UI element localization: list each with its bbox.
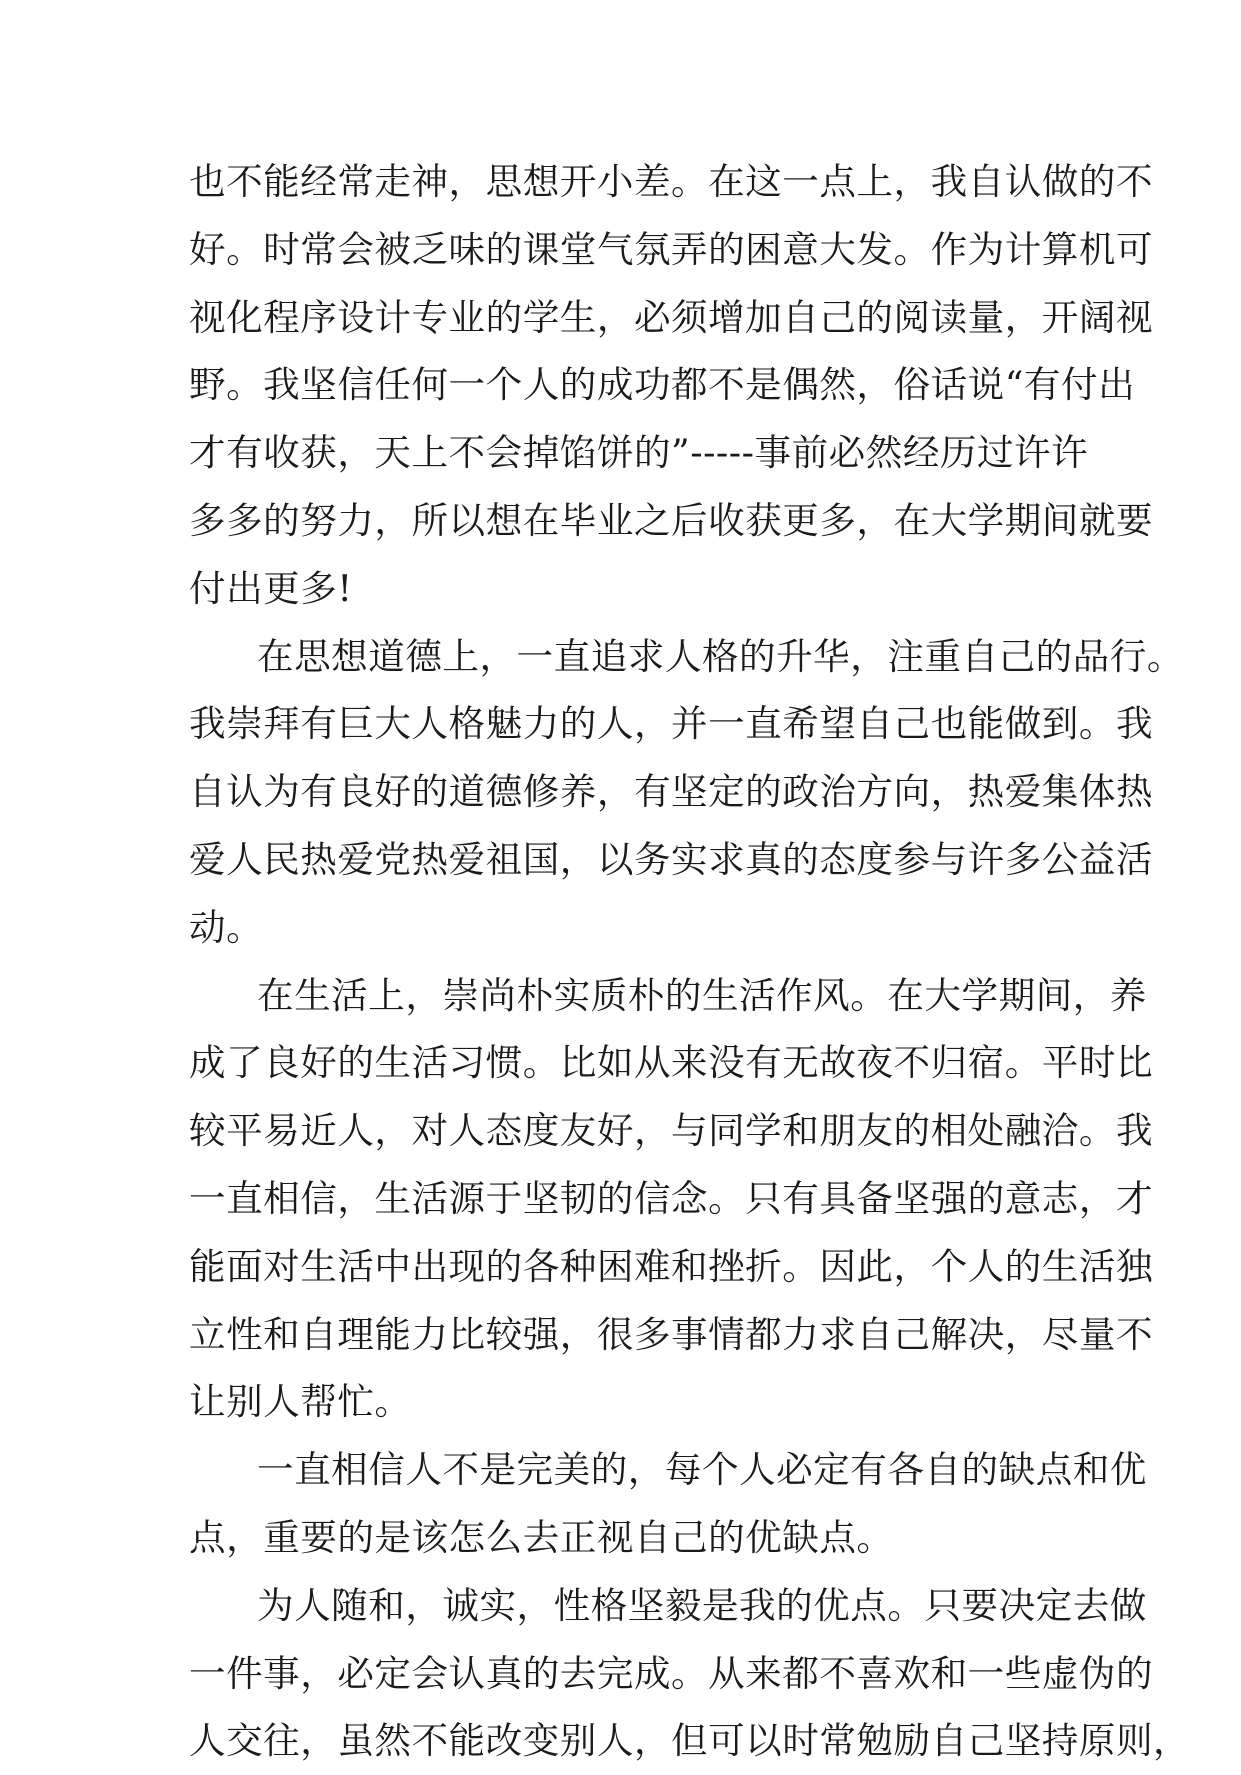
paragraph-line: 才有收获，天上不会掉馅饼的”-----事前必然经历过许许 <box>189 431 1089 475</box>
paragraph-line: 成了良好的生活习惯。比如从来没有无故夜不归宿。平时比 <box>189 1041 1154 1085</box>
paragraph-line: 人交往，虽然不能改变别人，但可以时常勉励自己坚持原则， <box>189 1719 1191 1763</box>
paragraph-line: 好。时常会被乏味的课堂气氛弄的困意大发。作为计算机可 <box>189 227 1154 271</box>
paragraph-line: 为人随和，诚实，性格坚毅是我的优点。只要决定去做 <box>257 1583 1147 1627</box>
paragraph-line: 一件事，必定会认真的去完成。从来都不喜欢和一些虚伪的 <box>189 1651 1154 1695</box>
paragraph-line: 立性和自理能力比较强，很多事情都力求自己解决，尽量不 <box>189 1312 1154 1356</box>
paragraph-line: 我崇拜有巨大人格魅力的人，并一直希望自己也能做到。我 <box>189 702 1154 746</box>
paragraph-line: 在思想道德上，一直追求人格的升华，注重自己的品行。 <box>257 634 1184 678</box>
paragraph-line: 在生活上，崇尚朴实质朴的生活作风。在大学期间，养 <box>257 973 1147 1017</box>
paragraph-line: 也不能经常走神，思想开小差。在这一点上，我自认做的不 <box>189 160 1154 203</box>
paragraph-line: 爱人民热爱党热爱祖国，以务实求真的态度参与许多公益活 <box>189 837 1154 881</box>
document-body <box>189 148 1191 1775</box>
paragraph-line: 一直相信，生活源于坚韧的信念。只有具备坚强的意志，才 <box>189 1176 1154 1220</box>
paragraph-line: 多多的努力，所以想在毕业之后收获更多，在大学期间就要 <box>189 498 1154 542</box>
paragraph-line: 自认为有良好的道德修养，有坚定的政治方向，热爱集体热 <box>189 770 1154 814</box>
paragraph-line: 较平易近人，对人态度友好，与同学和朋友的相处融洽。我 <box>189 1109 1154 1153</box>
paragraph-line: 视化程序设计专业的学生，必须增加自己的阅读量，开阔视 <box>189 295 1154 339</box>
paragraph-line: 动。 <box>189 905 264 949</box>
paragraph-line: 付出更多! <box>189 566 353 610</box>
paragraph-line: 野。我坚信任何一个人的成功都不是偶然，俗话说“有付出 <box>189 363 1136 407</box>
paragraph-line: 一直相信人不是完美的，每个人必定有各自的缺点和优 <box>257 1448 1147 1492</box>
paragraph-line: 点，重要的是该怎么去正视自己的优缺点。 <box>189 1515 894 1559</box>
paragraph-line: 让别人帮忙。 <box>189 1380 412 1424</box>
paragraph-line: 能面对生活中出现的各种困难和挫折。因此，个人的生活独 <box>189 1244 1154 1288</box>
